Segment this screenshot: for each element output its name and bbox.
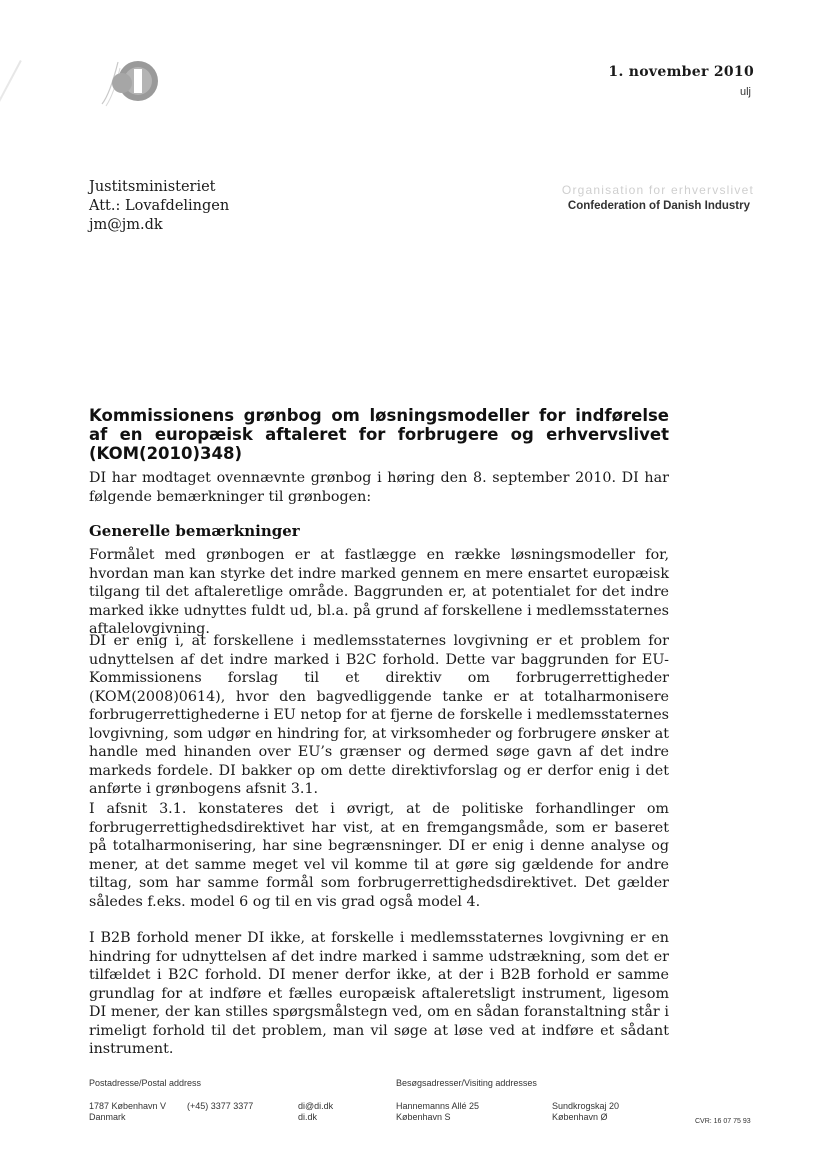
organisation-name-english: Confederation of Danish Industry (567, 200, 750, 212)
organisation-name-danish: Organisation for erhvervslivet (561, 183, 754, 197)
postal-country: Danmark (89, 1112, 126, 1122)
body-paragraph-1: Formålet med grønbogen er at fastlægge en række løsningsmodeller for, hvordan man kan styrke det indre marked gennem en mere ensartet europæisk tilgang til det aftaleretlige område. Baggrunden er, at potentialet for det indre marked ikke udnyttes fuldt ud, bl.a. på grund af forskellene i medlemsstaternes aftalelovgivning. (89, 547, 669, 637)
phone-number: (+45) 3377 3377 (187, 1101, 254, 1111)
di-logo-icon (100, 54, 170, 108)
contact-email: di@di.dk (298, 1101, 334, 1111)
postal-address-label: Postadresse/Postal address (89, 1078, 202, 1088)
letter-title: Kommissionens grønbog om løsningsmodeller for indførelse af en europæisk aftaleret for forbrugere og erhvervslivet (KOM(2010)348) (89, 406, 669, 463)
recipient-name: Justitsministeriet (89, 179, 216, 195)
cvr-number: CVR: 16 07 75 93 (695, 1118, 751, 1125)
author-initials: ulj (739, 86, 751, 98)
intro-paragraph: DI har modtaget ovennævnte grønbog i høring den 8. september 2010. DI har følgende bemærkninger til grønbogen: (89, 470, 669, 505)
decorative-line (0, 60, 22, 255)
visiting-address-2-street: Sundkrogskaj 20 (552, 1101, 620, 1111)
visiting-address-2-city: København Ø (552, 1112, 608, 1122)
website: di.dk (298, 1112, 318, 1122)
visiting-address-1-street: Hannemanns Allé 25 (396, 1101, 480, 1111)
letter-footer (89, 1078, 769, 1138)
letter-date: 1. november 2010 (608, 64, 754, 80)
recipient-email: jm@jm.dk (89, 217, 163, 233)
section-heading: Generelle bemærkninger (89, 522, 300, 540)
recipient-block (89, 178, 229, 235)
visiting-address-1-city: København S (396, 1112, 451, 1122)
body-paragraph-2: DI er enig i, at forskellene i medlemsstaternes lovgivning er et problem for udnyttelsen af det indre marked i B2C forhold. Dette var baggrunden for EU-Kommissionens forslag til et direktiv om forbrugerrettigheder (KOM(2008)0614), hvor den bagvedliggende tanke er at totalharmonisere forbrugerrettighederne i EU netop for at fjerne de forskelle i medlemsstaternes lovgivning, som udgør en hindring for, at virksomheder og forbrugere ønsker at handle med hinanden over EU’s grænser og dermed søge gavn af det indre markeds fordele. DI bakker op om dette direktivforslag og er derfor enig i det anførte i grønbogens afsnit 3.1. (89, 633, 669, 797)
recipient-attention: Att.: Lovafdelingen (89, 198, 230, 214)
body-paragraph-3: I afsnit 3.1. konstateres det i øvrigt, at de politiske forhandlinger om forbrugerrettighedsdirektivet har vist, at en fremgangsmåde, som er baseret på totalharmonisering, har sine begrænsninger. DI er enig i denne analyse og mener, at det samme meget vel vil komme til at gøre sig gældende for andre tiltag, som har samme formål som forbrugerrettighedsdirektivet. Det gælder således f.eks. model 6 og til en vis grad også model 4. (89, 801, 669, 910)
body-paragraph-4: I B2B forhold mener DI ikke, at forskelle i medlemsstaternes lovgivning er en hindring for udnyttelsen af det indre marked i samme udstrækning, som det er tilfældet i B2C forhold. DI mener derfor ikke, at der i B2B forhold er samme grundlag for at indføre et fælles europæisk aftaleretsligt instrument, ligesom DI mener, der kan stilles spørgsmålstegn ved, om en sådan foranstaltning står i rimeligt forhold til det problem, man vil søge at løse ved at indføre et sådant instrument. (89, 930, 669, 1057)
postal-city: 1787 København V (89, 1101, 167, 1111)
visiting-address-label: Besøgsadresser/Visiting addresses (396, 1078, 537, 1088)
